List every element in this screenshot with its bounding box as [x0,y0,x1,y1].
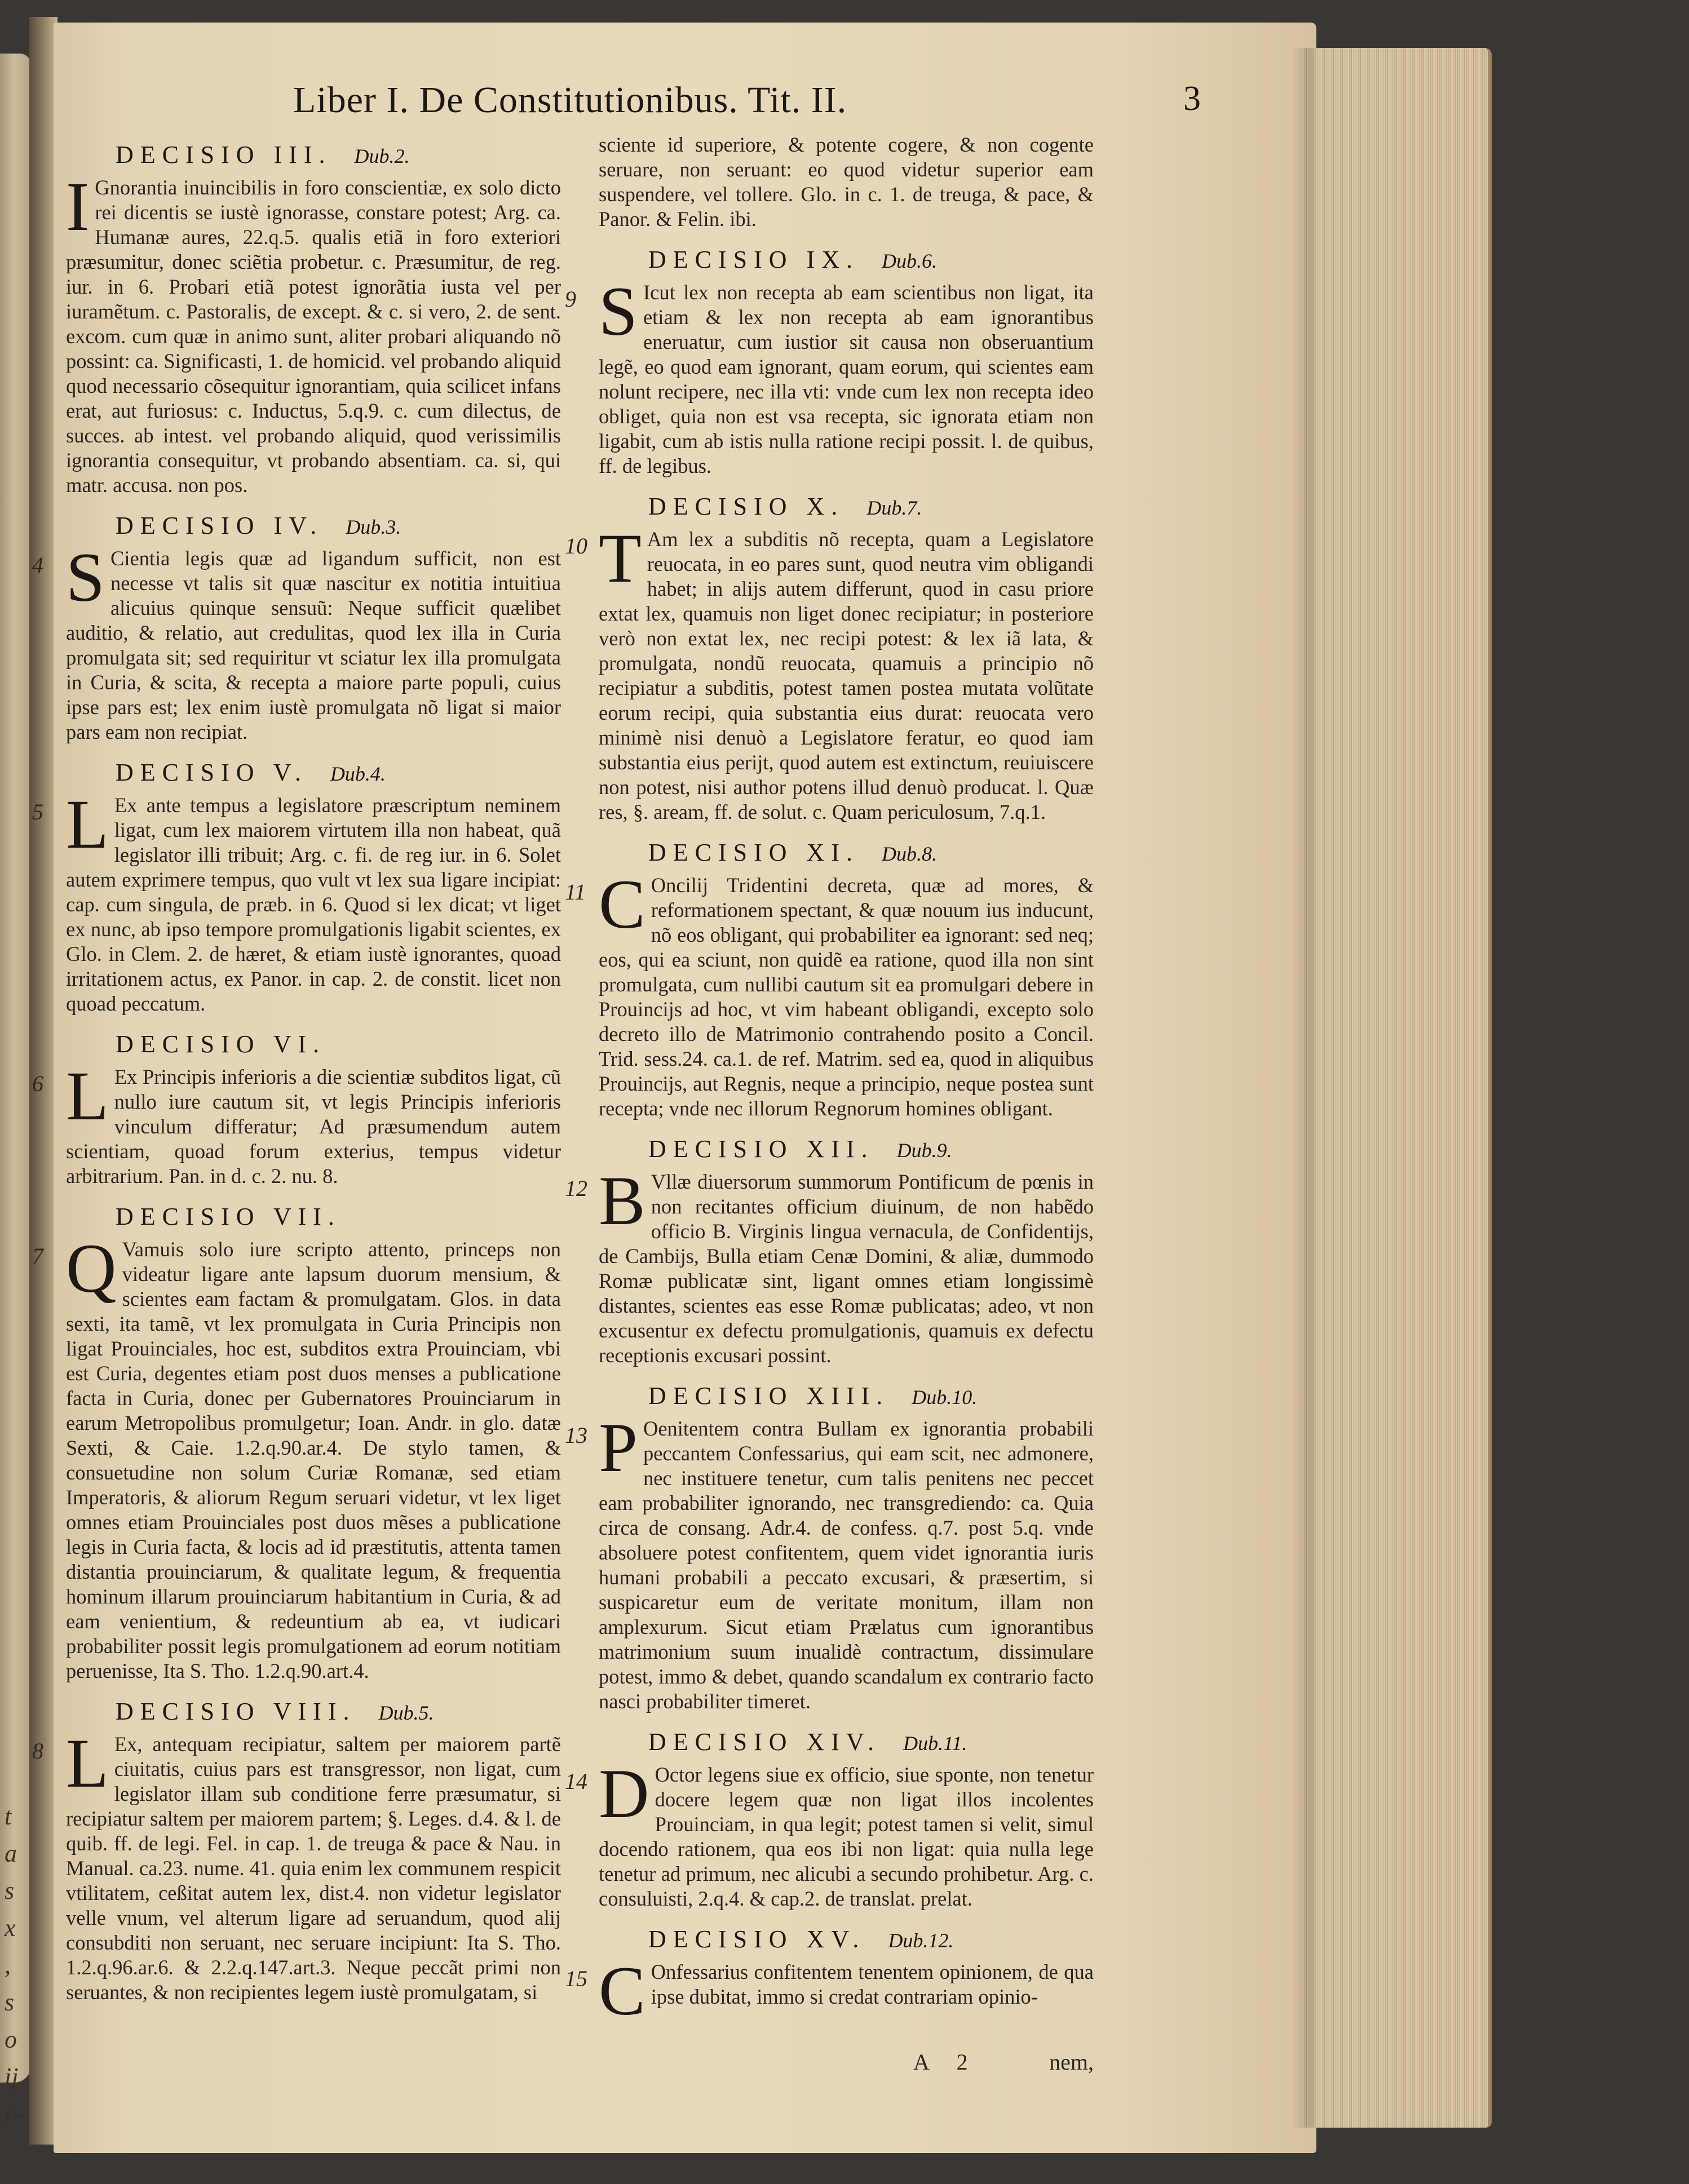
section-body [565,866,1094,1121]
dub-reference: Dub.11. [903,1732,967,1755]
heading-title: DECISIO XII. [648,1135,874,1163]
section-heading [586,243,1094,278]
section-number: 5 [32,799,43,825]
paragraph-text: sciente id superiore, & potente cogere, & non cogente seruare, non seruant: eo quod videtur superior eam suspendere, vel tollere. Glo. in c. 1. de treuga, & pace, & Panor. & Felin. ibi. [599,133,1094,231]
paragraph-text: Octor legens siue ex officio, siue sponte, non tenetur docere legem quæ non ligat illos incolentes Prouinciam, in qua legit; potest tamen si velit, simul docendo rationem, qua eos ibi non ligat: quia nulla lege tenetur ad primum, nec alicubi a secundo prohibetur. Arg. c. consuluisti, 2.q.4. & cap.2. de translat. prelat. [599,1763,1094,1910]
paragraph-text: Am lex a subditis nõ recepta, quam a Legislatore reuocata, in eo pares sunt, quod neutra vim obligandi habet; in alijs autem differunt, quod in casu priore extat lex, quamuis non liget donec recipiatur; in posteriore verò non extat lex, nec recipi potest: & lex iã lata, & promulgata, nondũ reuocata, quamuis a principio nõ recipiatur a subditis, potest tamen postea mutata volũtate eorum recipi, quia substantia eius durat: reuocata vero minimè nisi denuò a Legislatore feratur, eo quod iam substantia eius perijt, quod autem est extinctum, reuiuiscere non potest, nisi author potens illud denuò producat. l. Quæ res, §. aream, ff. de solut. c. Quam periculosum, 7.q.1. [599,528,1094,823]
decisio-10 [565,490,1094,825]
section-heading [54,509,561,544]
section-body [32,786,561,1016]
section-body [32,1230,561,1684]
section-heading [54,1027,561,1062]
decisio-15 [565,1922,1094,2030]
margin-note: s [5,1988,15,2016]
section-heading [54,1200,561,1235]
section-text [599,866,1094,1121]
page-fore-edge [1302,48,1492,2128]
section-body [32,539,561,745]
drop-cap: Q [66,1230,117,1307]
running-title: Liber I. De Constitutionibus. Tit. II. [293,79,847,121]
decisio-6 [32,1027,561,1189]
section-text [599,520,1094,825]
section-text [66,1725,561,2005]
paragraph-text: Oncilij Tridentini decreta, quæ ad mores, & reformationem spectant, & quæ nouum ius inducunt, nõ eos obligant, qui probabiliter ea ignorant: sed neq; eos, qui ea sciunt, non quidẽ ea ratione, quod illa non sint promulgata, cum nullibi cautum sit ea promulgari debere in Prouincijs ad hoc, vt vim habeant obligandi, excepto solo decreto illo de Matrimonio contrahendo posito a Concil. Trid. sess.24. ca.1. de ref. Matrim. sed ea, quod in aliquibus Prouincijs, aut Regnis, neque a principio, neque postea sunt recepta; vnde nec illorum Regnorum homines obligant. [599,874,1094,1120]
section-body [565,520,1094,825]
section-number: 14 [565,1769,587,1794]
heading-title: DECISIO XIV. [648,1728,881,1756]
left-page-edge [0,54,31,2083]
margin-note: r- [5,2100,22,2128]
paragraph-text: Onfessarius confitentem tenentem opinionem, de qua ipse dubitat, immo si credat contrariam opinio- [651,1960,1094,2008]
left-margin-notes [5,1798,27,2133]
paragraph-text: Oenitentem contra Bullam ex ignorantia probabili peccantem Confessarius, qui eam scit, nec admonere, nec instituere tenetur, cum talis penitens nec peccet eam probabiliter ignorando, nec transgrediendo: ca. Quia circa de consang. Adr.4. de confess. q.7. post 5.q. vnde absoluere potest confitentem, quem videt ignorantia iuris humani probabili a peccato excusari, & præsertim, si suspicaretur eum de veritate monitum, illam non amplexurum. Sicut etiam Prælatus cum ignorantibus matrimonium suum inualidè contractum, dissimulare potest, immo & debet, quando scandalum ex contrario facto nasci probabiliter timeret. [599,1417,1094,1713]
heading-title: DECISIO V. [116,759,308,786]
section-text [599,132,1094,232]
margin-note: t [5,1802,12,1830]
drop-cap: S [599,273,638,350]
section-body [32,1725,561,2005]
section-text [66,1230,561,1684]
paragraph-text: Vamuis solo iure scripto attento, princeps non videatur ligare ante lapsum duorum mensium, & scientes eam factam & promulgatam. Glos. in data sexti, ita tamẽ, vt lex promulgata in Curia Principis non ligat Prouinciales, hoc est, subditos extra Prouinciam, vbi est Curia, degentes etiam post duos menses a publicatione facta in Curia, donec per Gubernatores Prouinciarum in earum Metropolibus promulgetur; Ioan. Andr. in glo. datæ Sexti, & Caie. 1.2.q.90.ar.4. De stylo tamen, & consuetudine non solum Curiæ Romanæ, sed etiam Imperatoris, & aliorum Regum seruari videtur, vt lex liget omnes etiam Prouinciales post duos mẽses a publicatione legis in Curia facta, & locis ad id præstitutis, attenta tamen distantia prouinciarum, & qualitate legum, & frequentia hominum illarum prouinciarum habitantium in Curia, & ad eam venientium, & redeuntium ab ea, vt iudicari probabiliter possit legis promulgationem ad eorum notitiam peruenisse, Ita S. Tho. 1.2.q.90.art.4. [66,1238,561,1682]
decisio-11 [565,836,1094,1121]
dub-reference: Dub.2. [354,145,410,167]
section-text [66,786,561,1016]
heading-title: DECISIO IV. [116,512,324,539]
dub-reference: Dub.4. [330,763,386,785]
heading-title: DECISIO VIII. [116,1698,356,1725]
section-heading [586,1132,1094,1167]
drop-cap: C [599,866,645,943]
signature-mark: A 2 [913,2049,979,2075]
paragraph-text: Icut lex non recepta ab eam scientibus non ligat, ita etiam & lex non recepta ab eam ignorantibus eneruatur, cum iustior sit causa non obseruantium legẽ, eo quod eam ignorant, quam eorum, qui scientes eam nolunt recipere, nec illa vti: vnde cum lex non recepta ideo obliget, quia non est vsa recepta, sic ignorata etiam non ligabit, cum ab istis nulla ratione recipi possit. l. de quibus, ff. de legibus. [599,281,1094,477]
paragraph-text: Ex, antequam recipiatur, saltem per maiorem partẽ ciuitatis, cuius pars est transgressor, non ligat, cum legislator illam sub conditione ferre præsumatur, si recipiatur saltem per maiorem partem; §. Leges. d.4. & l. de quib. ff. de legi. Fel. in cap. 1. de treuga & pace & Nau. in Manual. ca.23. nume. 41. quia enim lex communem respicit vtilitatem, ceßitat autem lex, dist.4. non videtur legislator velle vnum, vel alterum ligare ad seruandum, quod alij consubditi non seruant, nec seruare incipiunt: Ita S. Tho. 1.2.q.96.ar.6. & 2.2.q.147.art.3. Neque peccãt primi non seruantes, & non recipientes legem iustè promulgatam, si [66,1733,561,2004]
section-number: 12 [565,1176,587,1201]
dub-reference: Dub.3. [346,516,401,538]
dub-reference: Dub.6. [881,250,937,272]
section-number: 9 [565,286,576,312]
section-heading [586,490,1094,525]
section-body [565,1952,1094,2030]
heading-title: DECISIO XV. [648,1925,866,1953]
margin-note: , [5,1951,11,1979]
drop-cap: L [66,1057,109,1135]
margin-note: s [5,1877,15,1904]
drop-cap: D [599,1755,649,1832]
heading-title: DECISIO XI. [648,839,859,866]
heading-title: DECISIO III. [116,141,332,169]
drop-cap: B [599,1162,645,1239]
heading-title: DECISIO X. [648,493,844,520]
paragraph-text: Cientia legis quæ ad ligandum sufficit, non est necesse vt talis sit quæ nascitur ex notitia intuitiua alicuius quinque sensuũ: Neque sufficit quælibet auditio, & relatio, aut credulitas, quod lex illa in Curia promulgata sit; sed requiritur vt sciatur lex illa promulgata in Curia, & scita, & recepta a maiore parte populi, cuius ipse pars est; lex enim iustè promulgata nõ ligat si maior pars eam non recipiat. [66,547,561,743]
drop-cap: L [66,1725,109,1802]
section-text [66,168,561,498]
dub-reference: Dub.5. [378,1702,434,1724]
section-text [599,1755,1094,1911]
drop-cap: L [66,786,109,863]
section-number: 8 [32,1738,43,1764]
dub-reference: Dub.8. [881,843,937,865]
section-heading [54,756,561,791]
drop-cap: C [599,1952,645,2030]
decisio-8-continued [586,132,1094,232]
margin-note: ij [5,2063,19,2090]
section-heading [586,1725,1094,1760]
section-body [32,1057,561,1189]
decisio-14 [565,1725,1094,1911]
right-column [565,132,1094,2030]
section-heading [586,1379,1094,1414]
section-body [54,168,561,498]
margin-note: o [5,2026,17,2053]
decisio-7 [32,1200,561,1684]
section-body [565,273,1094,479]
heading-title: DECISIO XIII. [648,1382,890,1410]
section-body [565,1409,1094,1714]
decisio-5 [32,756,561,1016]
dub-reference: Dub.7. [866,497,922,519]
section-body [565,1162,1094,1368]
section-number: 15 [565,1966,587,1991]
dub-reference: Dub.10. [912,1386,978,1408]
section-number: 4 [32,552,43,578]
margin-note: x [5,1914,16,1942]
margin-note: a [5,1840,17,1867]
section-text [66,539,561,745]
heading-title: DECISIO VII. [116,1203,341,1230]
drop-cap: I [66,168,90,245]
paragraph-text: Vllæ diuersorum summorum Pontificum de pœnis in non recitantes officium diuinum, de non habẽdo officio B. Virginis lingua vernacula, de Confidentijs, de Cambijs, Bulla etiam Cenæ Domini, & aliæ, dummodo Romæ publicatæ sint, ligant omnes etiam longissimè distantes, scientes eas esse Romæ publicatas; adeo, vt non excusentur ex defectu promulgationis, quamuis ex defectu receptionis excusari possint. [599,1170,1094,1367]
section-heading [586,1922,1094,1957]
left-column [32,132,561,2016]
section-text [599,1162,1094,1368]
decisio-3 [54,138,561,498]
decisio-4 [32,509,561,745]
dub-reference: Dub.9. [896,1139,952,1162]
section-heading [54,138,561,173]
section-number: 6 [32,1071,43,1096]
section-text [599,1952,1094,2030]
page-number: 3 [1183,79,1201,118]
decisio-12 [565,1132,1094,1368]
paragraph-text: Ex Principis inferioris a die scientiæ subditos ligat, cũ nullo iure cautum sit, vt legis Principis inferioris vinculum differatur; Ad præsumendum autem scientiam, quoad forum exterius, tempus videtur arbitrarium. Pan. in d. c. 2. nu. 8. [66,1065,561,1188]
section-body [565,1755,1094,1911]
drop-cap: T [599,520,642,597]
section-heading [54,1695,561,1730]
drop-cap: P [599,1409,638,1486]
section-number: 10 [565,533,587,559]
drop-cap: S [66,539,105,616]
section-text [599,1409,1094,1714]
decisio-9 [565,243,1094,479]
catchword: nem, [1049,2049,1094,2075]
page-footer [586,2049,1094,2083]
section-heading [586,836,1094,871]
section-body [586,132,1094,232]
section-number: 11 [565,879,586,905]
running-head [282,79,1212,135]
paragraph-text: Ex ante tempus a legislatore præscriptum neminem ligat, cum lex maiorem virtutem illa non habeat, quã legislator illi tribuit; Arg. c. fi. de reg iur. in 6. Solet autem exprimere tempus, quo vult vt lex sua ligare incipiat: cap. cum singula, de præb. in 6. Quod si lex dicat; vt liget ex nunc, ab ipso tempore promulgationis ligabit scientes, ex Glo. in Clem. 2. de hæret, & etiam iustè ignorantes, quoad irritationem actus, ex Panor. in cap. 2. de constit. licet non quoad peccatum. [66,794,561,1015]
decisio-8 [32,1695,561,2005]
decisio-13 [565,1379,1094,1714]
dub-reference: Dub.12. [888,1929,954,1952]
heading-title: DECISIO VI. [116,1030,326,1058]
fore-edge-shadow [1291,48,1314,2128]
heading-title: DECISIO IX. [648,246,859,273]
section-number: 7 [32,1243,43,1269]
paragraph-text: Gnorantia inuincibilis in foro conscientiæ, ex solo dicto rei dicentis se iustè ignorasse, constare potest; Arg. ca. Humanæ aures, 22.q.5. qualis etiã in foro exteriori præsumitur, donec sciẽtia probetur. c. Præsumitur, de reg. iur. in 6. Probari etiã potest ignorãtia iusta vel per iuramẽtum. c. Pastoralis, de except. & c. si vero, 2. de sent. excom. cum quæ in animo sunt, aliter probari aliquando nõ possint: ca. Significasti, 1. de homicid. vel probando aliquid quod necessario cõsequitur ignorantiam, quia scilicet infans erat, aut furiosus: c. Inductus, 5.q.9. c. cum dilectus, de succes. ab intest. vel probando aliquid, quod verissimilis ignorantia consequitur, vt probando absentiam. ca. si, qui matr. accusa. non pos. [66,176,561,497]
section-text [599,273,1094,479]
section-text [66,1057,561,1189]
section-number: 13 [565,1423,587,1448]
